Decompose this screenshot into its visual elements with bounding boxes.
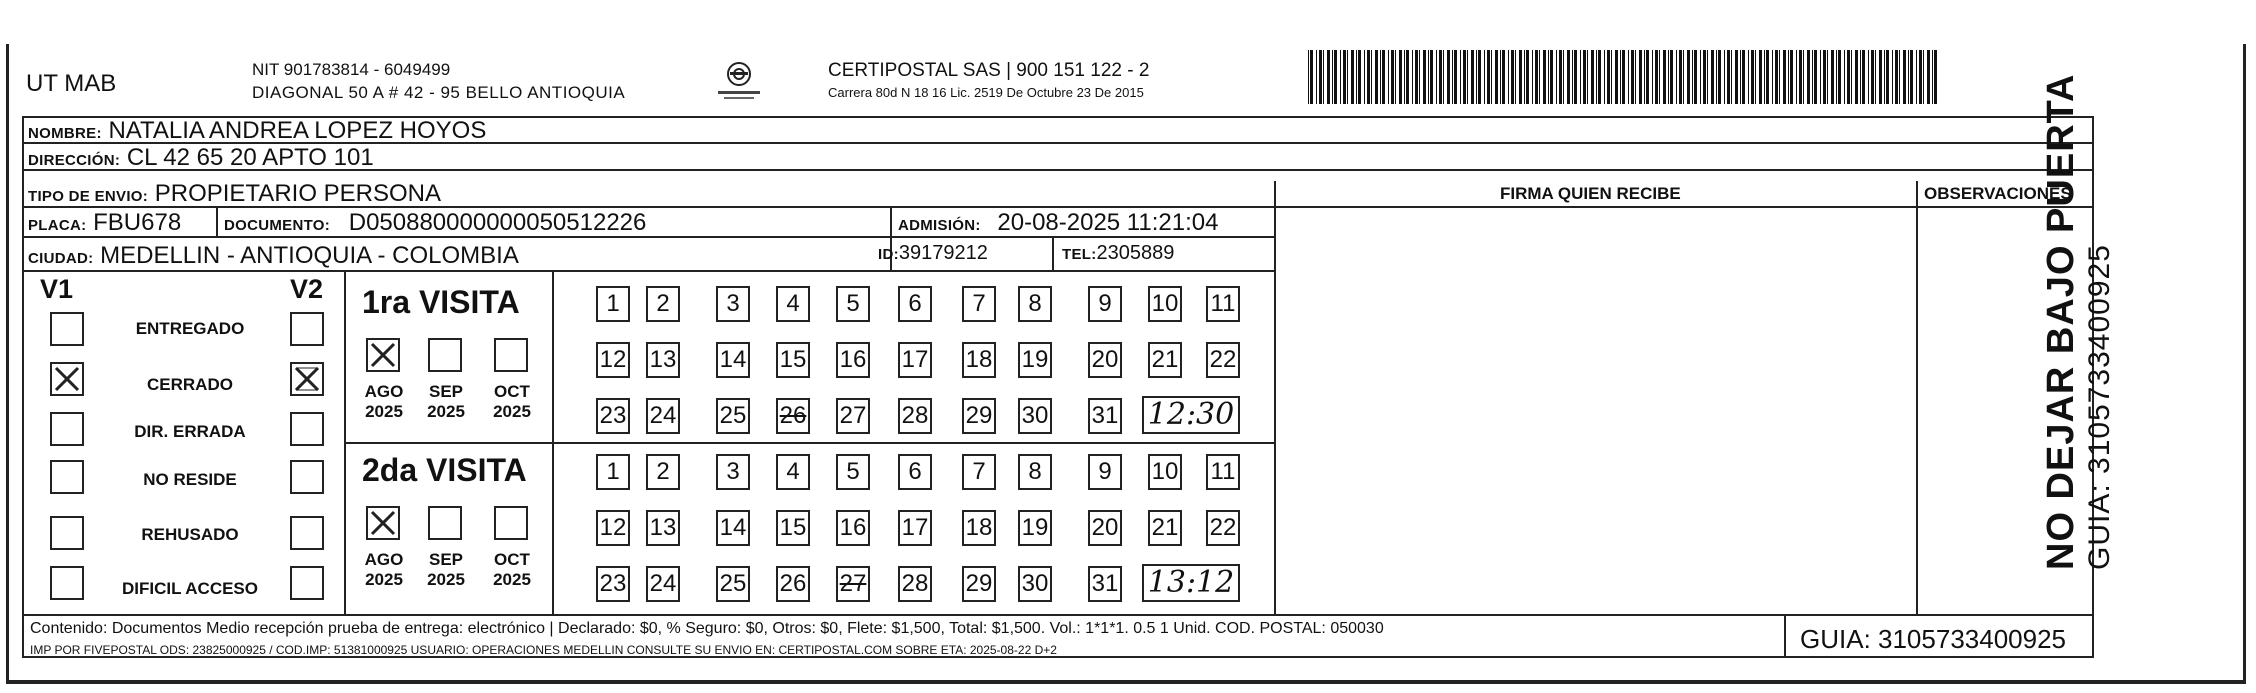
day-box[interactable]: 14 [716, 510, 750, 546]
barcode-bar [1631, 50, 1634, 104]
month-checkbox[interactable] [428, 506, 462, 540]
barcode-bar [1788, 50, 1789, 104]
barcode-bar [1572, 50, 1573, 104]
barcode-bar [1823, 50, 1826, 104]
footer-guia: GUIA: 3105733400925 [1800, 624, 2066, 654]
barcode-bar [1334, 50, 1337, 104]
day-box[interactable]: 8 [1018, 286, 1052, 322]
month-label: SEP 2025 [427, 550, 465, 589]
barcode-bar [1364, 50, 1365, 104]
visit-title: 2da VISITA [362, 452, 527, 488]
day-box[interactable]: 6 [898, 454, 932, 490]
footer-imp: IMP POR FIVEPOSTAL ODS: 23825000925 / COD.IMP: 51381000925 USUARIO: OPERACIONES MEDELLIN CONSULTE SU ENVIO EN: CERTIPOSTAL.COM SOBRE ETA: 2025-08-22 D+2 [30, 643, 1057, 657]
side-notice [2040, 74, 2117, 570]
barcode-bar [1899, 50, 1900, 104]
day-box[interactable]: 25 [716, 398, 750, 434]
barcode-bar [1430, 50, 1433, 104]
barcode-bar [1587, 50, 1588, 104]
v1-checkbox[interactable] [50, 566, 84, 600]
barcode-bar [1535, 50, 1538, 104]
barcode-bar [1404, 50, 1405, 104]
firma-header: FIRMA QUIEN RECIBE [1500, 184, 1681, 203]
barcode-bar [1919, 50, 1922, 104]
day-box[interactable]: 5 [836, 286, 870, 322]
barcode-bar [1807, 50, 1810, 104]
barcode-bar [1908, 50, 1909, 104]
barcode-bar [1871, 50, 1874, 104]
barcode-bar [1659, 50, 1660, 104]
barcode-bar [1644, 50, 1645, 104]
day-box[interactable]: 16 [836, 342, 870, 378]
barcode-bar [1382, 50, 1385, 104]
barcode-bar [1515, 50, 1516, 104]
barcode-bar [1875, 50, 1876, 104]
barcode-bar [1580, 50, 1581, 104]
barcode-bar [1327, 50, 1330, 104]
sender-address: DIAGONAL 50 A # 42 - 95 BELLO ANTIOQUIA [252, 83, 626, 102]
barcode-bar [1491, 50, 1492, 104]
day-box[interactable]: 16 [836, 510, 870, 546]
barcode-bar [1343, 50, 1346, 104]
month-checkbox[interactable] [428, 338, 462, 372]
day-box[interactable]: 21 [1148, 342, 1182, 378]
barcode-bar [1646, 50, 1649, 104]
barcode-bar [1895, 50, 1898, 104]
day-box[interactable]: 11 [1206, 286, 1240, 322]
barcode-bar [1380, 50, 1381, 104]
day-box[interactable]: 23 [596, 398, 630, 434]
barcode-bar [1484, 50, 1485, 104]
status-label: ENTREGADO [135, 319, 245, 338]
barcode-bar [1583, 50, 1586, 104]
barcode-bar [1502, 50, 1505, 104]
barcode-bar [1548, 50, 1549, 104]
day-box[interactable]: 26 [776, 566, 810, 602]
month-checkbox[interactable] [366, 506, 400, 540]
barcode-bar [1604, 50, 1605, 104]
month-label: SEP 2025 [427, 382, 465, 421]
v1-checkbox[interactable] [50, 460, 84, 494]
barcode-bar [1428, 50, 1429, 104]
admision-field: ADMISIÓN: 20-08-2025 11:21:04 [898, 209, 1219, 236]
day-box[interactable]: 14 [716, 342, 750, 378]
barcode-bar [1831, 50, 1834, 104]
barcode-bar [1703, 50, 1706, 104]
barcode-bar [1775, 50, 1778, 104]
barcode-bar [1399, 50, 1402, 104]
no-dejar-text: NO DEJAR BAJO PUERTA [2040, 73, 2082, 570]
day-box[interactable]: 22 [1206, 510, 1240, 546]
barcode-bar [1358, 50, 1361, 104]
id-field: ID:39179212 [878, 242, 988, 264]
day-box[interactable]: 10 [1148, 286, 1182, 322]
barcode-bar [1759, 50, 1762, 104]
status-label: REHUSADO [141, 525, 239, 544]
day-box[interactable]: 12 [596, 342, 630, 378]
barcode-bar [1443, 50, 1444, 104]
ciudad-field: CIUDAD: MEDELLIN - ANTIOQUIA - COLOMBIA [28, 242, 519, 269]
barcode-bar [1707, 50, 1708, 104]
barcode-bar [1796, 50, 1797, 104]
barcode-bar [1395, 50, 1396, 104]
barcode-bar [1711, 50, 1714, 104]
barcode-bar [1884, 50, 1885, 104]
month-label: AGO 2025 [364, 382, 404, 421]
barcode-bar [1718, 50, 1721, 104]
day-box[interactable]: 26 [776, 398, 810, 434]
day-box[interactable]: 7 [962, 286, 996, 322]
barcode-bar [1467, 50, 1468, 104]
day-box[interactable]: 10 [1148, 454, 1182, 490]
barcode-bar [1799, 50, 1802, 104]
status-label: DIFICIL ACCESO [121, 579, 258, 598]
day-box[interactable]: 11 [1206, 454, 1240, 490]
barcode-bar [1748, 50, 1749, 104]
day-box[interactable]: 18 [962, 342, 996, 378]
barcode-bar [1764, 50, 1765, 104]
month-label: AGO 2025 [364, 550, 404, 589]
day-box[interactable]: 9 [1088, 286, 1122, 322]
barcode-bar [1844, 50, 1845, 104]
barcode-bar [1543, 50, 1546, 104]
barcode-bar [1814, 50, 1817, 104]
day-box[interactable]: 1 [596, 286, 630, 322]
day-box[interactable]: 3 [716, 286, 750, 322]
day-box[interactable]: 5 [836, 454, 870, 490]
barcode-bar [1740, 50, 1741, 104]
day-box[interactable]: 15 [776, 510, 810, 546]
v2-checkbox[interactable] [290, 312, 324, 346]
barcode-bar [1367, 50, 1370, 104]
month-checkbox[interactable] [494, 506, 528, 540]
day-box[interactable]: 20 [1088, 342, 1122, 378]
barcode-bar [1622, 50, 1625, 104]
barcode-bar [1628, 50, 1629, 104]
barcode-bar [1668, 50, 1669, 104]
barcode-bar [1478, 50, 1481, 104]
barcode-bar [1319, 50, 1322, 104]
barcode-bar [1731, 50, 1732, 104]
barcode-bar [1511, 50, 1514, 104]
status-label: DIR. ERRADA [134, 422, 246, 441]
day-box[interactable]: 21 [1148, 510, 1182, 546]
barcode-bar [1923, 50, 1924, 104]
barcode-bar [1423, 50, 1426, 104]
v2-checkbox[interactable] [290, 566, 324, 600]
barcode-bar [1855, 50, 1858, 104]
visit-time: 13:12 [1142, 564, 1240, 602]
day-box[interactable]: 30 [1018, 398, 1052, 434]
day-box[interactable]: 23 [596, 566, 630, 602]
day-box[interactable]: 31 [1088, 398, 1122, 434]
barcode-bar [1526, 50, 1529, 104]
day-box[interactable]: 12 [596, 510, 630, 546]
barcode-bar [1838, 50, 1841, 104]
barcode-bar [1567, 50, 1570, 104]
barcode-bar [1716, 50, 1717, 104]
barcode-bar [1676, 50, 1677, 104]
barcode-bar [1375, 50, 1378, 104]
barcode-bar [1755, 50, 1756, 104]
barcode-bar [1532, 50, 1533, 104]
day-box[interactable]: 13 [646, 342, 680, 378]
documento-field: DOCUMENTO: D050880000000050512226 [224, 209, 647, 236]
barcode-bar [1879, 50, 1882, 104]
status-label: CERRADO [147, 375, 233, 394]
barcode-bar [1316, 50, 1317, 104]
nit-text: NIT 901783814 - 6049499 [252, 60, 451, 79]
day-box[interactable]: 27 [836, 398, 870, 434]
barcode-bar [1779, 50, 1780, 104]
barcode-bar [1351, 50, 1354, 104]
barcode-bar [1391, 50, 1394, 104]
barcode-bar [1495, 50, 1498, 104]
barcode-bar [1347, 50, 1348, 104]
barcode-bar [1412, 50, 1413, 104]
day-box[interactable]: 7 [962, 454, 996, 490]
barcode-bar [1683, 50, 1684, 104]
day-box[interactable]: 17 [898, 342, 932, 378]
barcode-bar [1508, 50, 1509, 104]
barcode-bar [1868, 50, 1869, 104]
company-name: CERTIPOSTAL SAS | 900 151 122 - 2 [828, 60, 1150, 81]
day-box[interactable]: 24 [646, 398, 680, 434]
day-box[interactable]: 20 [1088, 510, 1122, 546]
barcode-bar [1563, 50, 1564, 104]
barcode-bar [1500, 50, 1501, 104]
barcode-bar [1332, 50, 1333, 104]
barcode-bar [1934, 50, 1937, 104]
month-label: OCT 2025 [493, 550, 531, 589]
barcode-bar [1356, 50, 1357, 104]
barcode-bar [1559, 50, 1562, 104]
barcode-bar [1892, 50, 1893, 104]
barcode-bar [1487, 50, 1490, 104]
placa-field: PLACA: FBU678 [28, 209, 182, 236]
footer-content: Contenido: Documentos Medio recepción prueba de entrega: electrónico | Declarado: $0, % Seguro: $0, Otros: $0, Flete: $1,500, Total: $1,500. Vol.: 1*1*1. 0.5 1 Unid. COD. POSTAL: 050030 [30, 620, 1384, 637]
barcode-bar [1694, 50, 1697, 104]
side-guia-text: GUIA: 3105733400925 [2083, 244, 2116, 570]
day-box[interactable]: 2 [646, 286, 680, 322]
day-box[interactable]: 15 [776, 342, 810, 378]
day-box[interactable]: 27 [836, 566, 870, 602]
v2-checkbox[interactable] [290, 412, 324, 446]
barcode-bar [1820, 50, 1821, 104]
direccion-field: DIRECCIÓN: CL 42 65 20 APTO 101 [28, 144, 374, 171]
day-box[interactable]: 8 [1018, 454, 1052, 490]
barcode-bar [1460, 50, 1461, 104]
month-checkbox[interactable] [494, 338, 528, 372]
barcode-bar [1790, 50, 1793, 104]
barcode-bar [1596, 50, 1597, 104]
barcode-bar [1836, 50, 1837, 104]
barcode-bar [1724, 50, 1725, 104]
day-box[interactable]: 17 [898, 510, 932, 546]
barcode-bar [1419, 50, 1420, 104]
v2-checkbox[interactable] [290, 516, 324, 550]
barcode-bar [1803, 50, 1804, 104]
barcode-bar [1388, 50, 1389, 104]
day-box[interactable]: 25 [716, 566, 750, 602]
day-box[interactable]: 9 [1088, 454, 1122, 490]
certipostal-logo-icon [712, 58, 766, 104]
barcode-bar [1766, 50, 1769, 104]
barcode-icon [1308, 50, 1940, 104]
day-box[interactable]: 18 [962, 510, 996, 546]
v1-header: V1 [40, 274, 74, 304]
day-box[interactable]: 30 [1018, 566, 1052, 602]
barcode-bar [1524, 50, 1525, 104]
barcode-bar [1827, 50, 1828, 104]
barcode-bar [1323, 50, 1324, 104]
barcode-bar [1735, 50, 1738, 104]
barcode-bar [1620, 50, 1621, 104]
day-box[interactable]: 6 [898, 286, 932, 322]
barcode-bar [1655, 50, 1658, 104]
month-label: OCT 2025 [493, 382, 531, 421]
day-box[interactable]: 13 [646, 510, 680, 546]
company-address: Carrera 80d N 18 16 Lic. 2519 De Octubre 23 De 2015 [828, 85, 1144, 100]
ut-label: UT MAB [26, 70, 117, 97]
barcode-bar [1847, 50, 1850, 104]
barcode-bar [1663, 50, 1666, 104]
day-box[interactable]: 19 [1018, 510, 1052, 546]
barcode-bar [1476, 50, 1477, 104]
barcode-bar [1700, 50, 1701, 104]
barcode-bar [1652, 50, 1653, 104]
barcode-bar [1635, 50, 1636, 104]
barcode-bar [1598, 50, 1601, 104]
barcode-bar [1692, 50, 1693, 104]
barcode-bar [1903, 50, 1906, 104]
barcode-bar [1727, 50, 1730, 104]
day-box[interactable]: 31 [1088, 566, 1122, 602]
barcode-bar [1415, 50, 1418, 104]
barcode-bar [1452, 50, 1453, 104]
day-box[interactable]: 29 [962, 398, 996, 434]
barcode-bar [1812, 50, 1813, 104]
barcode-bar [1910, 50, 1913, 104]
barcode-bar [1436, 50, 1437, 104]
v1-checkbox[interactable] [50, 312, 84, 346]
v2-checkbox[interactable] [290, 362, 324, 396]
day-box[interactable]: 4 [776, 286, 810, 322]
barcode-bar [1679, 50, 1682, 104]
barcode-bar [1519, 50, 1522, 104]
barcode-bar [1932, 50, 1933, 104]
barcode-bar [1539, 50, 1540, 104]
barcode-bar [1447, 50, 1450, 104]
day-box[interactable]: 29 [962, 566, 996, 602]
barcode-bar [1454, 50, 1457, 104]
barcode-bar [1471, 50, 1474, 104]
tel-field: TEL:2305889 [1062, 242, 1175, 264]
barcode-bar [1851, 50, 1852, 104]
day-box[interactable]: 4 [776, 454, 810, 490]
visit-time: 12:30 [1142, 396, 1240, 434]
barcode-bar [1550, 50, 1553, 104]
barcode-bar [1886, 50, 1889, 104]
day-box[interactable]: 28 [898, 566, 932, 602]
v1-checkbox[interactable] [50, 412, 84, 446]
v1-checkbox[interactable] [50, 516, 84, 550]
barcode-bar [1463, 50, 1466, 104]
visit-title: 1ra VISITA [362, 284, 520, 320]
barcode-bar [1916, 50, 1917, 104]
barcode-bar [1607, 50, 1610, 104]
day-box[interactable]: 28 [898, 398, 932, 434]
barcode-bar [1687, 50, 1690, 104]
barcode-bar [1340, 50, 1341, 104]
barcode-bar [1670, 50, 1673, 104]
barcode-bar [1783, 50, 1786, 104]
barcode-bar [1406, 50, 1409, 104]
barcode-bar [1862, 50, 1865, 104]
v1-checkbox[interactable] [50, 362, 84, 396]
v2-checkbox[interactable] [290, 460, 324, 494]
month-checkbox[interactable] [366, 338, 400, 372]
day-box[interactable]: 22 [1206, 342, 1240, 378]
day-box[interactable]: 2 [646, 454, 680, 490]
tipo-envio-field: TIPO DE ENVIO: PROPIETARIO PERSONA [28, 180, 442, 207]
barcode-bar [1639, 50, 1642, 104]
day-box[interactable]: 1 [596, 454, 630, 490]
barcode-bar [1591, 50, 1594, 104]
barcode-bar [1611, 50, 1612, 104]
day-box[interactable]: 24 [646, 566, 680, 602]
barcode-bar [1742, 50, 1745, 104]
barcode-bar [1772, 50, 1773, 104]
barcode-bar [1439, 50, 1442, 104]
observaciones-header: OBSERVACIONES [1924, 184, 2072, 203]
barcode-bar [1927, 50, 1930, 104]
barcode-bar [1310, 50, 1313, 104]
barcode-bar [1751, 50, 1754, 104]
barcode-bar [1371, 50, 1372, 104]
nombre-field: NOMBRE: NATALIA ANDREA LOPEZ HOYOS [28, 117, 487, 144]
barcode-bar [1308, 50, 1309, 104]
status-label: NO RESIDE [143, 470, 237, 489]
barcode-bar [1574, 50, 1577, 104]
day-box[interactable]: 19 [1018, 342, 1052, 378]
barcode-bar [1860, 50, 1861, 104]
v2-header: V2 [290, 274, 324, 304]
barcode-bar [1615, 50, 1618, 104]
barcode-bar [1556, 50, 1557, 104]
day-box[interactable]: 3 [716, 454, 750, 490]
